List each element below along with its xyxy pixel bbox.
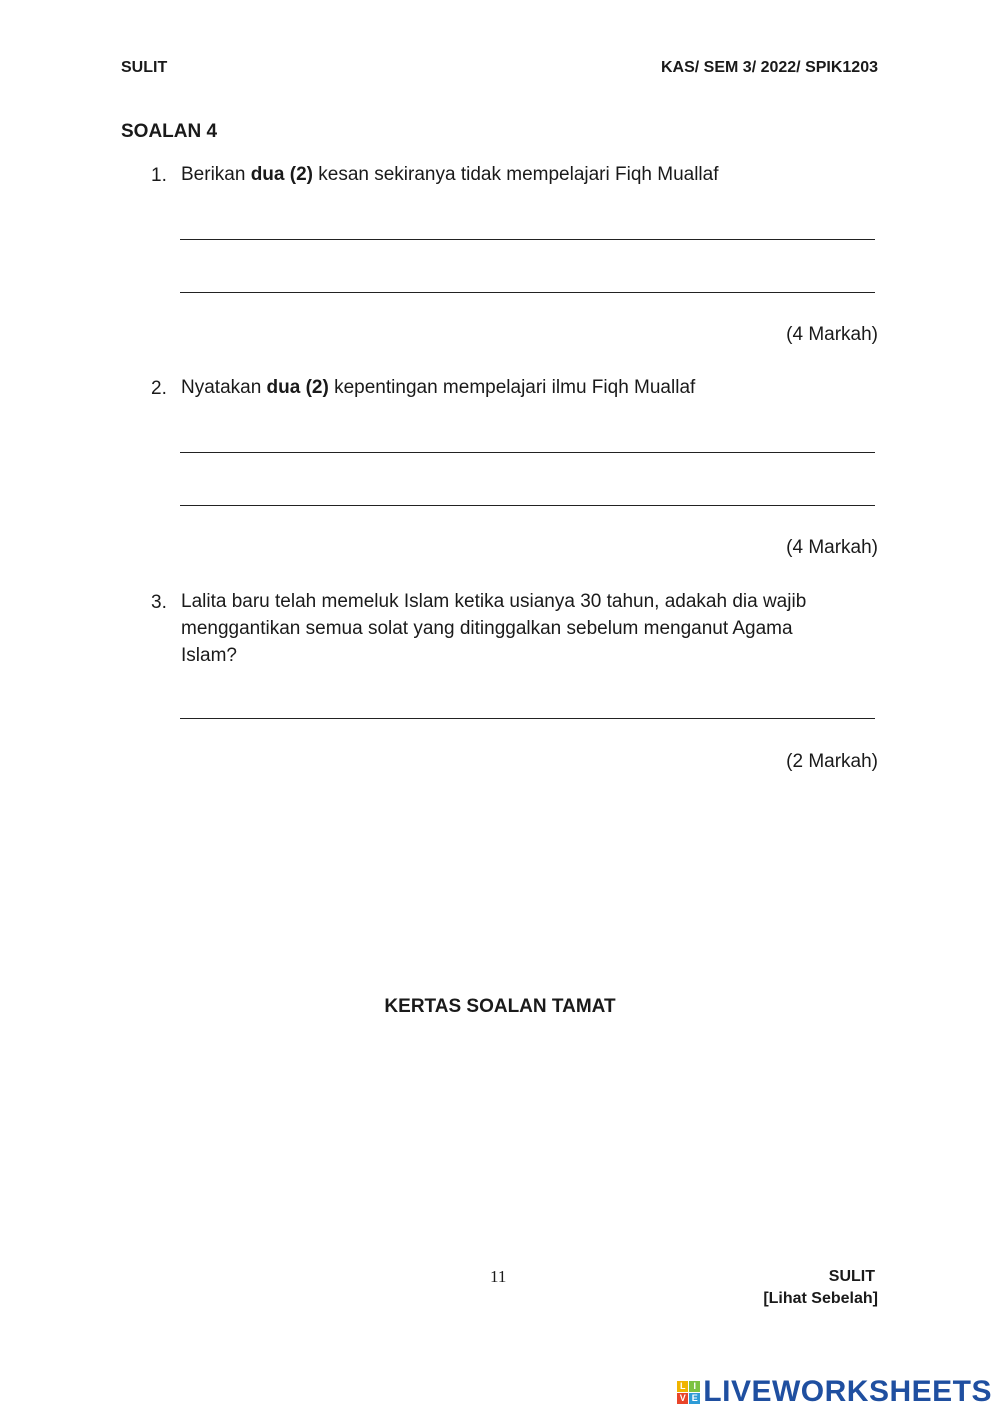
footer-sulit: SULIT xyxy=(828,1268,875,1285)
logo-tile-l: L xyxy=(677,1381,688,1392)
question-1-text-bold: dua (2) xyxy=(250,164,313,185)
question-3-text xyxy=(181,588,806,669)
question-1-text-pre: Berikan xyxy=(181,164,251,185)
logo-tile-i: I xyxy=(689,1381,700,1392)
section-title: SOALAN 4 xyxy=(121,121,218,142)
question-3-line-2: menggantikan semua solat yang ditinggalkan sebelum menganut Agama xyxy=(181,618,793,639)
question-2-marks: (4 Markah) xyxy=(786,537,878,558)
question-1-marks: (4 Markah) xyxy=(786,324,878,345)
logo-tile-e: E xyxy=(689,1393,700,1404)
liveworksheets-icon xyxy=(677,1381,700,1404)
liveworksheets-logo xyxy=(677,1375,992,1409)
closing-text: KERTAS SOALAN TAMAT xyxy=(384,996,616,1017)
page-number: 11 xyxy=(490,1267,507,1286)
header-left: SULIT xyxy=(121,59,168,76)
logo-tile-v: V xyxy=(677,1393,688,1404)
liveworksheets-text: LIVEWORKSHEETS xyxy=(703,1375,992,1408)
question-3-line-3: Islam? xyxy=(181,645,237,666)
question-2-number: 2. xyxy=(151,378,167,399)
question-3-marks: (2 Markah) xyxy=(786,751,878,772)
question-3-line-1: Lalita baru telah memeluk Islam ketika usianya 30 tahun, adakah dia wajib xyxy=(181,591,807,612)
question-3-number: 3. xyxy=(151,592,167,613)
footer-lihat-sebelah: [Lihat Sebelah] xyxy=(763,1290,878,1307)
answer-line-3a[interactable] xyxy=(180,718,875,719)
question-2-text-bold: dua (2) xyxy=(266,377,329,398)
answer-line-1a[interactable] xyxy=(180,239,875,240)
question-2-text xyxy=(181,374,695,401)
answer-line-2a[interactable] xyxy=(180,452,875,453)
answer-line-2b[interactable] xyxy=(180,505,875,506)
question-1-text xyxy=(181,161,719,188)
question-1-text-post: kesan sekiranya tidak mempelajari Fiqh Muallaf xyxy=(312,164,719,185)
question-2-text-post: kepentingan mempelajari ilmu Fiqh Muallaf xyxy=(328,377,696,398)
question-2-text-pre: Nyatakan xyxy=(181,377,267,398)
question-1-number: 1. xyxy=(151,165,167,186)
header-right: KAS/ SEM 3/ 2022/ SPIK1203 xyxy=(661,59,878,76)
answer-line-1b[interactable] xyxy=(180,292,875,293)
